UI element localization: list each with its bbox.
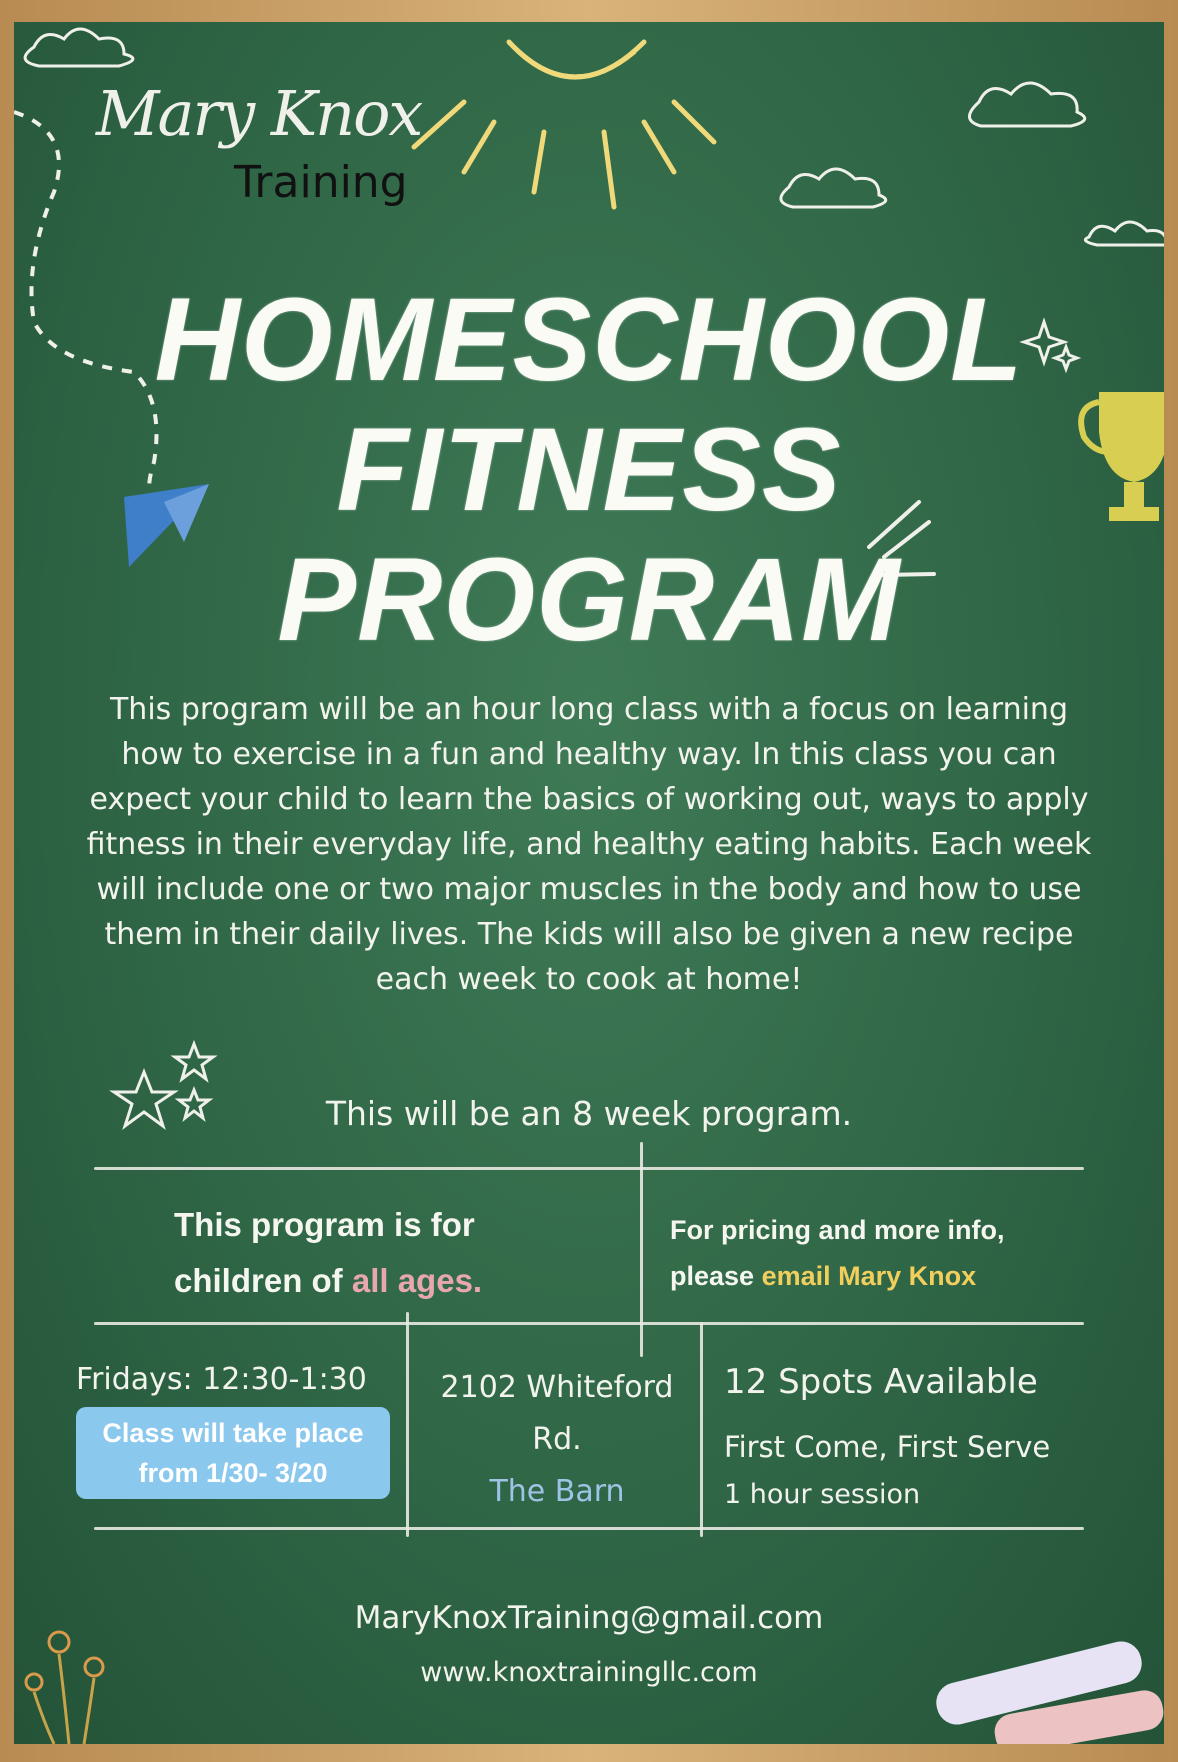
contact-email[interactable]: MaryKnoxTraining@gmail.com <box>354 1600 824 1636</box>
contact-website[interactable]: www.knoxtrainingllc.com <box>420 1657 758 1688</box>
address-road: Rd. <box>532 1422 582 1457</box>
chalk-icon <box>932 1637 1164 1744</box>
divider-vertical-right <box>700 1322 703 1537</box>
flowers-icon <box>26 1632 103 1744</box>
pricing-info <box>670 1207 1005 1299</box>
audience-highlight: all ages. <box>351 1262 483 1299</box>
duration-note: This will be an 8 week program. <box>325 1094 853 1133</box>
audience-line-2: children of all ages. <box>174 1262 483 1299</box>
brand-subtitle: Training <box>234 157 408 208</box>
program-description: This program will be an hour long class with a focus on learning how to exercise in a fun and healthy way. In this class you can expect your child to learn the basics of working out, ways to apply fitness in their everyday life, and healthy eating habits. Each week will include one or two major muscles in the body and how to use them in their daily lives. The kids will also be given a new recipe each week to cook at home! <box>86 692 1092 997</box>
title-line-3: PROGRAM <box>277 534 901 666</box>
location-address <box>422 1362 692 1518</box>
spots-available: 12 Spots Available <box>724 1362 1038 1402</box>
schedule-day-time: Fridays: 12:30-1:30 <box>76 1362 367 1397</box>
pricing-line-1: For pricing and more info, <box>670 1215 1005 1245</box>
session-length: 1 hour session <box>724 1479 921 1510</box>
spots-policy: First Come, First Serve <box>724 1430 1051 1464</box>
audience-info <box>174 1197 482 1309</box>
divider-top <box>94 1167 1084 1170</box>
title-line-1: HOMESCHOOL <box>154 274 1024 406</box>
brand-name: Mary Knox <box>96 77 422 150</box>
divider-bottom <box>94 1527 1084 1530</box>
pricing-highlight: email Mary Knox <box>761 1261 977 1291</box>
venue-name: The Barn <box>489 1474 625 1509</box>
chalkboard <box>14 22 1164 1744</box>
schedule-dates-badge: Class will take place from 1/30- 3/20 <box>76 1407 390 1499</box>
divider-vertical-left <box>406 1312 409 1537</box>
sun-icon <box>414 42 714 207</box>
divider-middle <box>94 1322 1084 1325</box>
audience-line-1: This program is for <box>174 1206 475 1243</box>
address-street: 2102 Whiteford <box>440 1370 674 1405</box>
pricing-line-2: please email Mary Knox <box>670 1261 977 1291</box>
title-line-2: FITNESS <box>336 404 842 536</box>
